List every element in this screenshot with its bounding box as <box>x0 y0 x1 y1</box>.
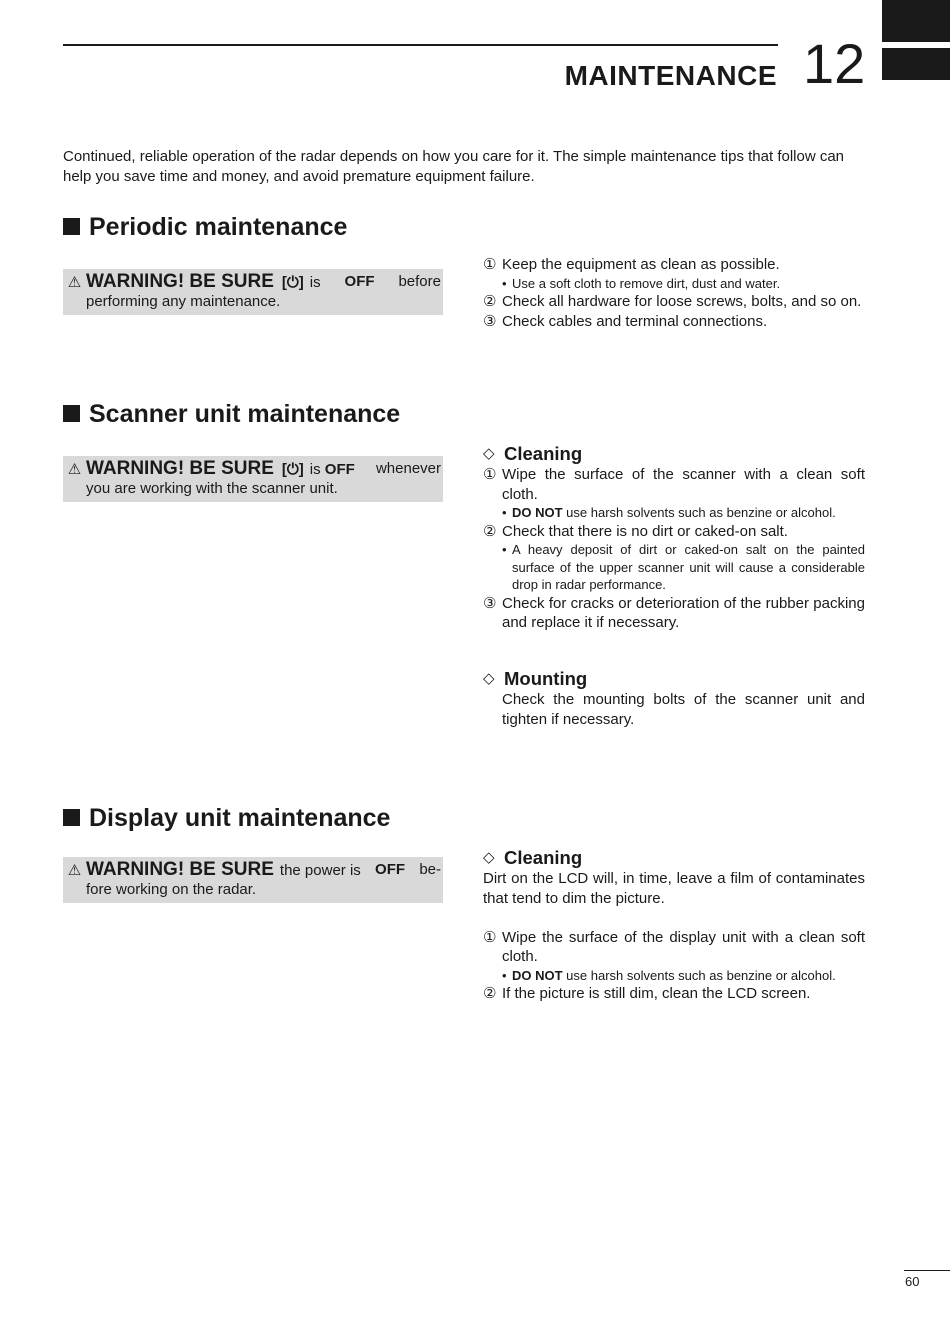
header-rule <box>63 44 778 46</box>
item-number: ③ <box>483 594 497 612</box>
item-text: Check that there is no dirt or caked-on salt. <box>502 522 788 540</box>
scanner-mounting <box>483 668 865 729</box>
warning-triangle-icon: ⚠ <box>67 274 82 291</box>
warning-line2: you are working with the scanner unit. <box>86 480 338 497</box>
warning-tail: whenever <box>375 460 441 477</box>
item-number: ② <box>483 985 497 1002</box>
section-heading-scanner <box>63 400 400 429</box>
warning-line2: performing any maintenance. <box>86 293 281 310</box>
warning-triangle-icon: ⚠ <box>67 461 82 478</box>
chapter-tab-bottom <box>882 48 950 80</box>
warning-box-scanner <box>63 456 443 502</box>
section-heading-label: Scanner unit maintenance <box>89 400 401 428</box>
item-text: Check all hardware for loose screws, bolts, and so on. <box>502 293 862 310</box>
list-item <box>483 292 865 312</box>
item-text: Check for cracks or deterioration of the rubber packing and replace it if necessary. <box>502 594 865 631</box>
item-number: ② <box>483 522 497 540</box>
warning-lead: WARNING! BE SURE <box>86 271 274 292</box>
warning-off: OFF <box>375 861 406 878</box>
item-number: ① <box>483 256 497 273</box>
subheading-label: Cleaning <box>504 847 583 868</box>
item-text: If the picture is still dim, clean the LCD screen. <box>502 985 811 1002</box>
warning-box-periodic <box>63 269 443 315</box>
item-text: Wipe the surface of the display unit with a clean soft cloth. <box>502 928 865 965</box>
item-note-text: use harsh solvents such as benzine or alcohol. <box>562 967 836 983</box>
item-note: • DO NOT use harsh solvents such as benzine or alcohol. <box>502 967 836 983</box>
list-item <box>483 465 865 504</box>
item-note-text: A heavy deposit of dirt or caked-on salt on the painted surface of the upper scanner unit will cause a considerable drop in radar performance. <box>512 542 865 592</box>
item-number: ① <box>483 928 497 946</box>
list-item <box>483 522 865 542</box>
section-heading-periodic <box>63 213 347 242</box>
item-note: • Use a soft cloth to remove dirt, dust and water. <box>483 275 865 293</box>
power-key-icon: [⏻] <box>281 274 304 291</box>
subheading-cleaning <box>483 443 865 465</box>
warning-line2: fore working on the radar. <box>86 881 257 898</box>
item-note: • DO NOT use harsh solvents such as benzine or alcohol. <box>502 505 836 520</box>
chapter-title: MAINTENANCE <box>564 60 777 91</box>
display-cleaning <box>483 847 865 1004</box>
warning-box-display <box>63 857 443 903</box>
subheading-cleaning <box>483 847 865 869</box>
list-item <box>483 984 865 1004</box>
subheading-label: Mounting <box>504 668 588 689</box>
item-text: Keep the equipment as clean as possible. <box>502 256 780 273</box>
footer-rule <box>904 1270 950 1271</box>
warning-lead: WARNING! BE SURE <box>86 458 274 479</box>
warning-is: is <box>309 461 321 478</box>
warning-off: OFF <box>324 461 355 478</box>
diamond-bullet-icon: ◇ <box>483 670 495 687</box>
item-note-text: use harsh solvents such as benzine or alcohol. <box>562 505 836 520</box>
section-heading-label: Periodic maintenance <box>89 213 348 241</box>
warning-triangle-icon: ⚠ <box>67 862 82 879</box>
warning-lead: WARNING! BE SURE <box>86 859 274 880</box>
item-number: ③ <box>483 312 497 330</box>
mounting-text: Check the mounting bolts of the scanner unit and tighten if necessary. <box>502 691 865 728</box>
item-text: Wipe the surface of the scanner with a clean soft cloth. <box>502 466 865 503</box>
item-number: ② <box>483 293 497 310</box>
list-item <box>483 312 865 332</box>
scanner-cleaning <box>483 443 865 633</box>
warning-off: OFF <box>344 273 375 290</box>
list-item <box>483 255 865 275</box>
item-text: Check cables and terminal connections. <box>502 312 768 330</box>
diamond-bullet-icon: ◇ <box>483 445 495 462</box>
warning-tail: be- <box>419 861 441 878</box>
item-number: ① <box>483 466 497 483</box>
chapter-tab-top <box>882 0 950 42</box>
diamond-bullet-icon: ◇ <box>483 849 495 866</box>
item-note-emphasis: DO NOT <box>512 967 563 983</box>
item-note-text: Use a soft cloth to remove dirt, dust and water. <box>512 275 781 291</box>
list-item <box>483 594 865 633</box>
item-note: • A heavy deposit of dirt or caked-on salt on the painted surface of the upper scanner unit will cause a considerable drop in radar performance. <box>502 542 865 592</box>
section-heading-display <box>63 804 390 833</box>
square-bullet-icon <box>63 809 80 826</box>
warning-tail: before <box>398 273 441 290</box>
warning-text: the power is <box>279 862 361 879</box>
square-bullet-icon <box>63 218 80 235</box>
warning-is: is <box>309 274 321 291</box>
periodic-list <box>483 255 865 331</box>
intro-paragraph: Continued, reliable operation of the radar depends on how you care for it. The simple maintenance tips that follow can help you save time and money, and avoid premature equipment failure. <box>63 148 845 185</box>
list-item <box>483 928 865 967</box>
item-note-emphasis: DO NOT <box>512 505 563 520</box>
square-bullet-icon <box>63 405 80 422</box>
subheading-mounting <box>483 668 865 690</box>
chapter-number: 12 <box>803 32 866 95</box>
power-key-icon: [⏻] <box>281 461 304 478</box>
cleaning-intro: Dirt on the LCD will, in time, leave a film of contaminates that tend to dim the picture. <box>483 870 865 907</box>
subheading-label: Cleaning <box>504 443 583 464</box>
page-number: 60 <box>905 1274 920 1289</box>
section-heading-label: Display unit maintenance <box>89 804 391 832</box>
